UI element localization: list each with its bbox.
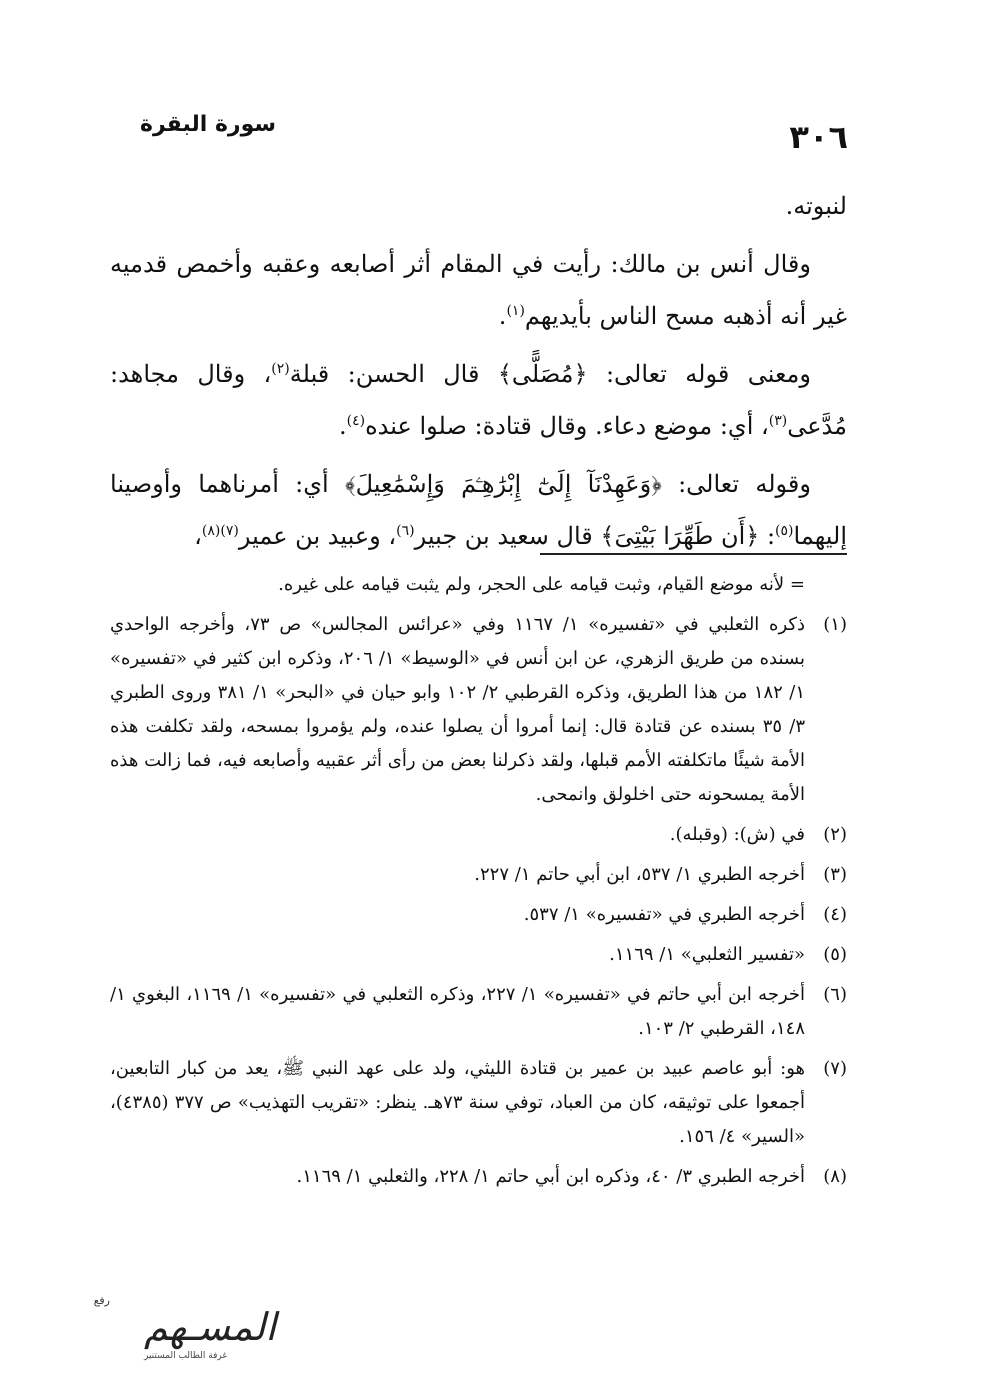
- footnote-text: ذكره الثعلبي في «تفسيره» ١/ ١١٦٧ وفي «عرائس المجالس» ص ٧٣، وأخرجه الواحدي بسنده من طريق الزهري، عن ابن أنس في «الوسيط» ١/ ٢٠٦، وذكره ابن كثير في «تفسيره» ١/ ١٨٢ من هذا الطريق، وذكره القرطبي ٢/ ١٠٢ وابو حيان في «البحر» ١/ ٣٨١ وروى الطبري ٣/ ٣٥ بسنده عن قتادة قال: إنما أمروا أن يصلوا عنده، ولم يؤمروا بمسحه، ولقد تكلفت هذه الأمة شيئًا ماتكلفته الأمم قبلها، ولقد ذكرلنا بعض من رأى أثر عقبيه وأصابعه فيه، فما زالت هذه الأمة يمسحونه حتى اخلولق وانمحى.: [110, 614, 805, 805]
- text-segment: ، وعبيد بن عمير: [238, 522, 397, 550]
- footnote-number: (٨): [823, 1166, 847, 1187]
- text-segment: وقال أنس بن مالك: رأيت في المقام أثر أصابعه وعقبه وأخمص قدميه غير أنه أذهبه مسح الناس بأيديهم: [110, 250, 847, 330]
- surah-title: سورة البقرة: [140, 112, 277, 137]
- quran-quote: ﴿وَعَهِدْنَآ إِلَىٰٓ إِبْرَٰهِـۧمَ وَإِسْمَٰعِيلَ﴾: [344, 470, 662, 498]
- text-segment: .: [339, 412, 347, 440]
- text-segment: ، أي: موضع دعاء. وقال قتادة: صلوا عنده: [365, 412, 769, 440]
- watermark-sub: رفع: [93, 1294, 110, 1307]
- footnote-number: (٣): [823, 864, 847, 885]
- text-segment: .: [498, 302, 507, 330]
- paragraph-2: [110, 348, 847, 452]
- footnote-7: [110, 1052, 847, 1154]
- footnote-text: هو: أبو عاصم عبيد بن عمير بن قتادة الليثي، ولد على عهد النبي ﷺ، يعد من كبار التابعين، أجمعوا على توثيقه، كان من العباد، توفي سنة ٧٣هـ. ينظر: «تقريب التهذيب» ص ٣٧٧ (٤٣٨٥)، «السير» ٤/ ١٥٦.: [110, 1058, 806, 1147]
- footnote-number: (٧): [823, 1058, 847, 1079]
- footnote-8: [110, 1160, 847, 1194]
- footnote-text: أخرجه الطبري في «تفسيره» ١/ ٥٣٧.: [523, 904, 805, 925]
- footnote-2: [110, 818, 847, 852]
- footnote-text: أخرجه الطبري ٣/ ٤٠، وذكره ابن أبي حاتم ١/ ٢٢٨، والثعلبي ١/ ١١٦٩.: [296, 1166, 805, 1187]
- footnote-number: (٢): [823, 824, 847, 845]
- main-text: [110, 180, 847, 568]
- footnote-ref-1[interactable]: (١): [506, 303, 525, 319]
- footnote-text: أخرجه ابن أبي حاتم في «تفسيره» ١/ ٢٢٧، وذكره الثعلبي في «تفسيره» ١/ ١١٦٩، البغوي ١/ ١٤٨، القرطبي ٢/ ١٠٣.: [110, 984, 806, 1039]
- watermark-logo: [14, 1290, 276, 1366]
- text-segment: أي: أمرناهما وأوصينا إليهما: [110, 470, 847, 550]
- footnote-ref-6[interactable]: (٦): [396, 523, 415, 539]
- footnotes: [110, 568, 847, 1200]
- text-segment: قال الحسن: قبلة: [289, 360, 480, 388]
- quran-quote: ﴿مُصَلًّى﴾: [497, 360, 588, 388]
- text-segment: ومعنى قوله تعالى:: [605, 360, 811, 388]
- footnote-ref-4[interactable]: (٤): [346, 413, 366, 429]
- text-segment: ، وقال مجاهد: مُدَّعى: [110, 360, 847, 440]
- quran-quote: ﴿أَن طَهِّرَا بَيْتِىَ﴾: [600, 522, 760, 550]
- text-segment: لنبوته.: [785, 192, 847, 220]
- footnote-number: (٥): [823, 944, 847, 965]
- watermark-main: المسـهم: [144, 1305, 276, 1349]
- footnote-text: «تفسير الثعلبي» ١/ ١١٦٩.: [609, 944, 805, 965]
- text-segment: وقوله تعالى:: [678, 470, 811, 498]
- footnote-ref-2[interactable]: (٢): [271, 361, 290, 377]
- text-segment: ،: [194, 522, 202, 550]
- text-segment: :: [766, 522, 776, 550]
- footnote-6: [110, 978, 847, 1046]
- footnote-continuation: = لأنه موضع القيام، وثبت قيامه على الحجر، ولم يثبت قيامه على غيره.: [278, 574, 805, 595]
- footnote-ref-3[interactable]: (٣): [768, 413, 788, 429]
- footnote-text: أخرجه الطبري ١/ ٥٣٧، ابن أبي حاتم ١/ ٢٢٧.: [474, 864, 805, 885]
- footnote-number: (٦): [823, 984, 847, 1005]
- footnote-4: [110, 898, 847, 932]
- paragraph-3: [110, 458, 847, 562]
- text-segment: قال سعيد بن جبير: [414, 522, 593, 550]
- footnote-ref-7-8[interactable]: (٧)(٨): [201, 523, 239, 539]
- footnote-1: [110, 608, 847, 812]
- paragraph-1: [110, 238, 847, 342]
- footnote-ref-5[interactable]: (٥): [775, 523, 794, 539]
- footnote-text: في (ش): (وقبله).: [669, 824, 805, 845]
- page-number: ٣٠٦: [789, 118, 848, 156]
- watermark-tagline: غرفة الطالب المستنير: [144, 1351, 228, 1361]
- footnote-3: [110, 858, 847, 892]
- footnote-number: (٤): [823, 904, 847, 925]
- footnote-separator: [540, 553, 847, 555]
- footnote-5: [110, 938, 847, 972]
- paragraph-0: [110, 180, 847, 232]
- footnote-number: (١): [823, 614, 847, 635]
